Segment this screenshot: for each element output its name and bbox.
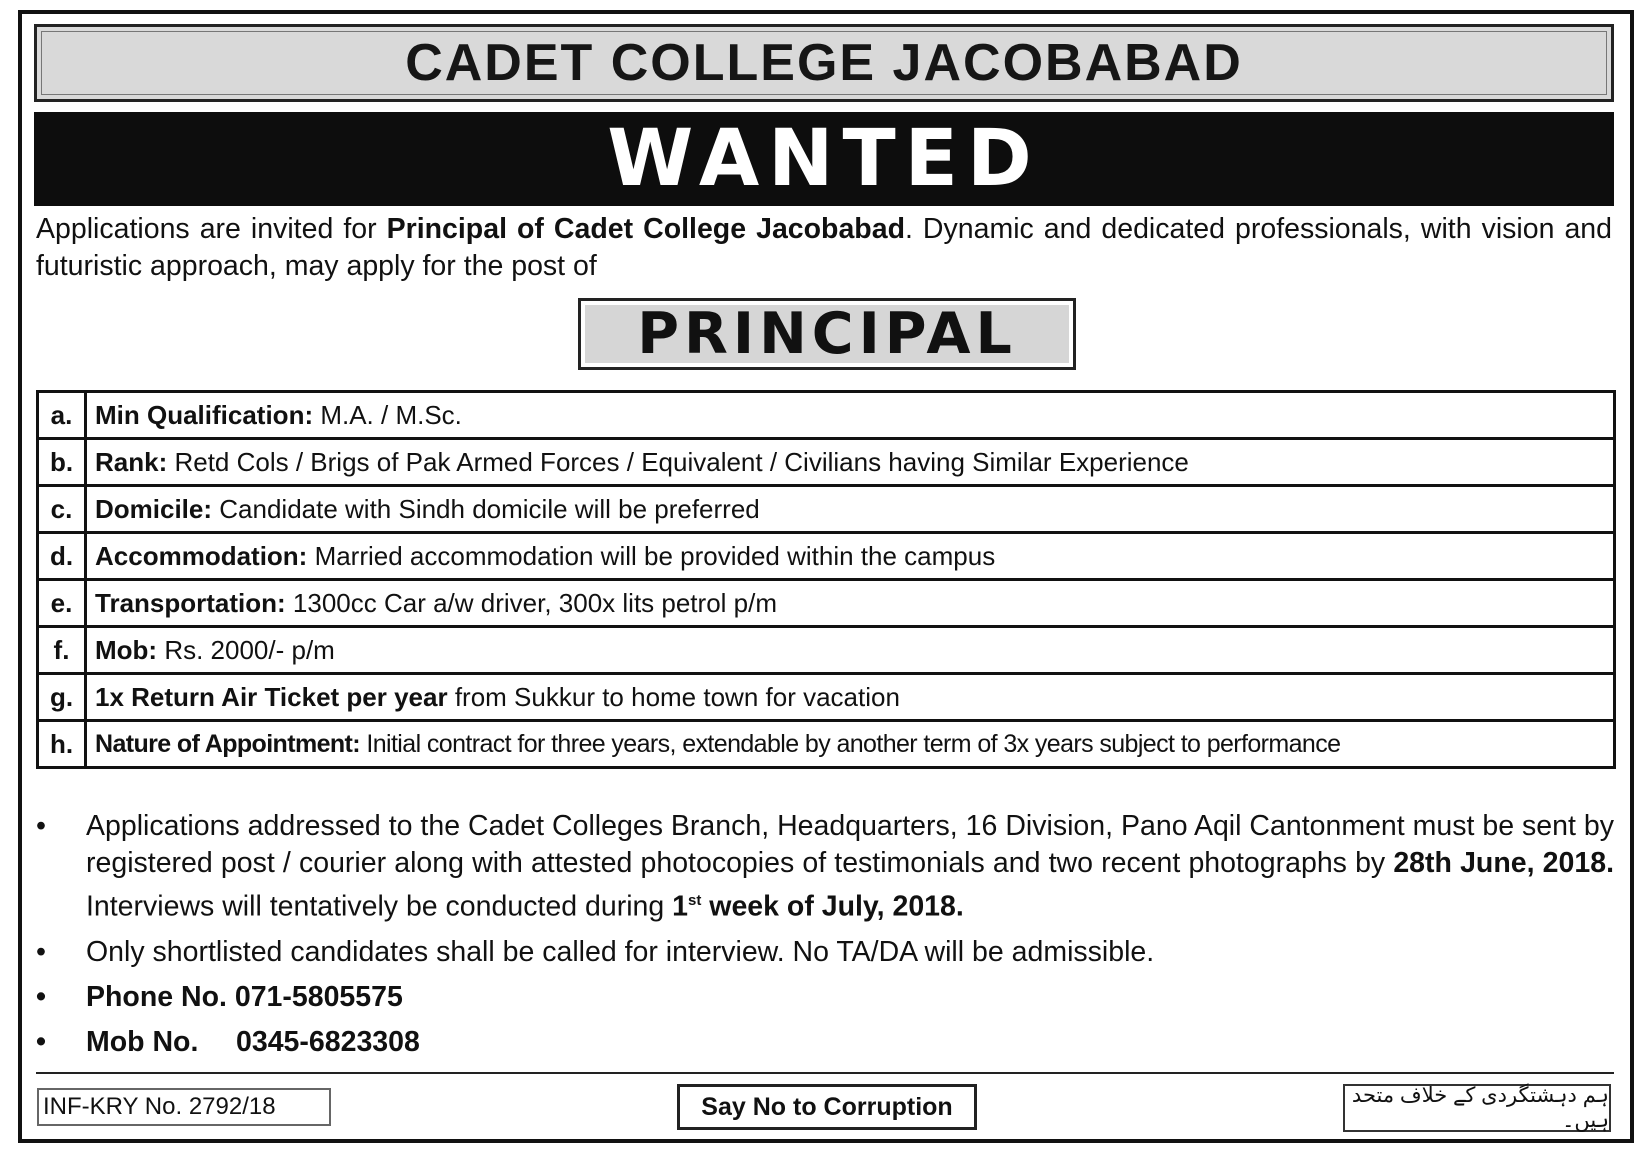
mobile-label: Mob No. (86, 1025, 199, 1058)
intro-text-post: . Dynamic and dedicated professionals, with vision and futuristic approach, may apply for the post of (36, 213, 1613, 282)
reference-number: INF-KRY No. 2792/18 (37, 1088, 331, 1126)
table-row (38, 580, 1615, 627)
intro-paragraph (36, 211, 1612, 285)
row-content (86, 580, 1615, 627)
apply-text: Applications addressed to the Cadet Colleges Branch, Headquarters, 16 Division, Pano Aqil Cantonment must be sent by registered post / courier along with attested photocopies of testimonials and two recent photographs by (86, 810, 1614, 879)
row-label: Rank: (95, 446, 168, 477)
shortlist-note: Only shortlisted candidates shall be called for interview. No TA/DA will be admissible. (86, 935, 1155, 968)
row-label: Accommodation: (95, 540, 308, 571)
phone-label: Phone No. (86, 980, 227, 1013)
urdu-slogan: ہم دہشتگردی کے خلاف متحد ہیں۔ (1343, 1084, 1611, 1132)
table-row (38, 627, 1615, 674)
list-item (36, 934, 1614, 971)
table-row (38, 533, 1615, 580)
post-title: PRINCIPAL (585, 305, 1069, 363)
interview-text: Interviews will tentatively be conducted during (86, 890, 673, 923)
row-text: M.A. / M.Sc. (313, 399, 462, 430)
list-item (36, 979, 1614, 1016)
deadline-date: 28th June, 2018. (1393, 847, 1614, 879)
footer-divider (36, 1072, 1614, 1074)
row-text: Retd Cols / Brigs of Pak Armed Forces / Equivalent / Civilians having Similar Experience (167, 446, 1189, 477)
row-text: Candidate with Sindh domicile will be preferred (212, 493, 760, 524)
row-index: d. (38, 533, 86, 580)
row-index: h. (38, 721, 86, 768)
wanted-banner: WANTED (34, 112, 1614, 206)
table-row (38, 674, 1615, 721)
row-index: f. (38, 627, 86, 674)
anti-corruption-slogan: Say No to Corruption (677, 1084, 977, 1130)
instructions-list (36, 808, 1614, 1069)
requirements-table (36, 390, 1616, 769)
row-label: Min Qualification: (95, 399, 314, 430)
row-text: Initial contract for three years, extendable by another term of 3x years subject to performance (360, 729, 1341, 758)
table-row (38, 392, 1615, 439)
row-content (86, 486, 1615, 533)
table-row (38, 486, 1615, 533)
list-item (36, 1024, 1614, 1061)
row-index: b. (38, 439, 86, 486)
post-title-box (578, 298, 1076, 370)
row-content (86, 439, 1615, 486)
college-name-banner: CADET COLLEGE JACOBABAD (34, 24, 1614, 102)
row-content (86, 392, 1615, 439)
row-label: Transportation: (95, 587, 286, 618)
row-label: Domicile: (95, 493, 213, 524)
row-index: e. (38, 580, 86, 627)
row-text: 1300cc Car a/w driver, 300x lits petrol p/m (285, 587, 777, 618)
list-item (36, 808, 1614, 926)
row-text: Rs. 2000/- p/m (157, 634, 335, 665)
interview-week-text: week of July, 2018. (701, 890, 964, 923)
row-index: c. (38, 486, 86, 533)
phone-number: 071-5805575 (234, 980, 403, 1013)
row-index: g. (38, 674, 86, 721)
row-content (86, 627, 1615, 674)
interview-week-number: 1 (672, 890, 689, 923)
table-row (38, 439, 1615, 486)
row-text: from Sukkur to home town for vacation (447, 681, 900, 712)
interview-week-suffix: st (688, 892, 702, 909)
row-label: Mob: (95, 634, 158, 665)
row-label: 1x Return Air Ticket per year (95, 681, 448, 712)
row-text: Married accommodation will be provided within the campus (307, 540, 996, 571)
row-content (86, 721, 1615, 768)
row-label: Nature of Appointment: (95, 729, 361, 758)
row-index: a. (38, 392, 86, 439)
row-content (86, 674, 1615, 721)
intro-text-bold: Principal of Cadet College Jacobabad (386, 213, 905, 245)
intro-text-pre: Applications are invited for (36, 213, 387, 245)
row-content (86, 533, 1615, 580)
mobile-number: 0345-6823308 (236, 1025, 420, 1058)
table-row (38, 721, 1615, 768)
